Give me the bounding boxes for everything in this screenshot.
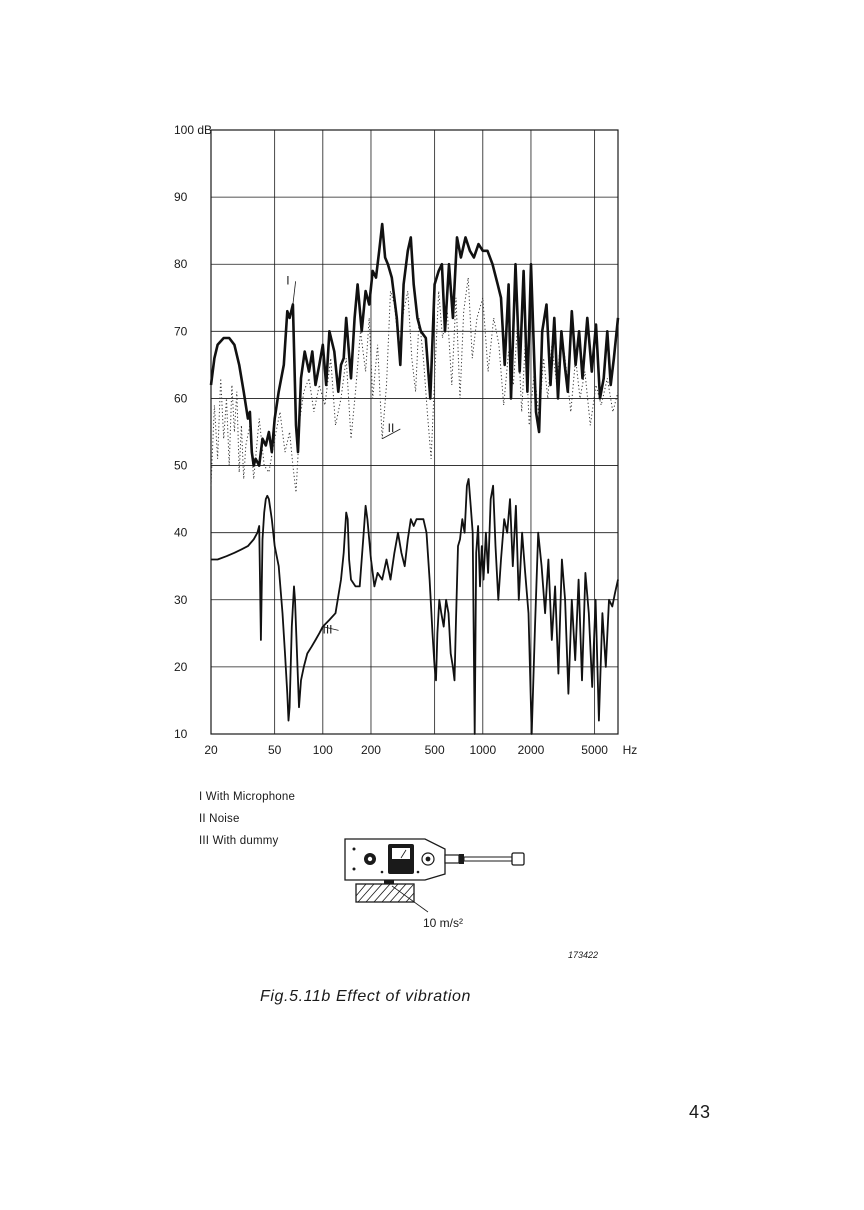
y-tick-label: 80 <box>174 257 188 272</box>
curve-label-i: I <box>286 273 290 288</box>
figure-caption: Fig.5.11b Effect of vibration <box>260 988 471 1005</box>
x-tick-label: 1000 <box>469 743 497 757</box>
x-tick-label: 100 <box>312 743 333 757</box>
series-line-iii <box>211 479 618 734</box>
vibration-level-caption: 10 m/s² <box>423 916 464 930</box>
x-tick-label: 20 <box>204 743 218 757</box>
curve-labels <box>286 273 400 636</box>
legend-item-with-microphone: I With Microphone <box>199 791 296 803</box>
legend-item-noise: II Noise <box>199 813 240 825</box>
dummy-microphone <box>512 853 524 865</box>
vibration-table <box>356 884 414 902</box>
series-line-i <box>211 224 618 466</box>
y-tick-label: 70 <box>174 324 188 339</box>
chart-series <box>211 224 618 734</box>
x-tick-label: 200 <box>360 743 381 757</box>
y-tick-label: 40 <box>174 525 188 540</box>
curve-label-leader <box>293 281 296 304</box>
x-unit-label: Hz <box>622 743 638 757</box>
x-tick-label: 50 <box>267 743 282 757</box>
y-tick-label: 20 <box>174 659 188 674</box>
figure-reference-code: 173422 <box>568 950 599 960</box>
page-number: 43 <box>689 1102 712 1122</box>
x-tick-label: 500 <box>424 743 445 757</box>
y-tick-label: 10 <box>174 727 188 741</box>
legend-item-with-dummy: III With dummy <box>199 835 279 847</box>
y-tick-label: 90 <box>174 190 188 205</box>
curve-label-iii: III <box>322 622 333 637</box>
y-tick-label: 50 <box>174 458 188 473</box>
y-tick-label: 60 <box>174 391 188 406</box>
curve-label-ii: II <box>387 421 395 435</box>
y-tick-label: 100 dB <box>174 123 213 137</box>
x-tick-label: 5000 <box>581 743 608 757</box>
sound-level-meter-illustration <box>340 834 530 914</box>
y-tick-label: 30 <box>174 592 188 607</box>
x-tick-label: 2000 <box>517 743 545 757</box>
